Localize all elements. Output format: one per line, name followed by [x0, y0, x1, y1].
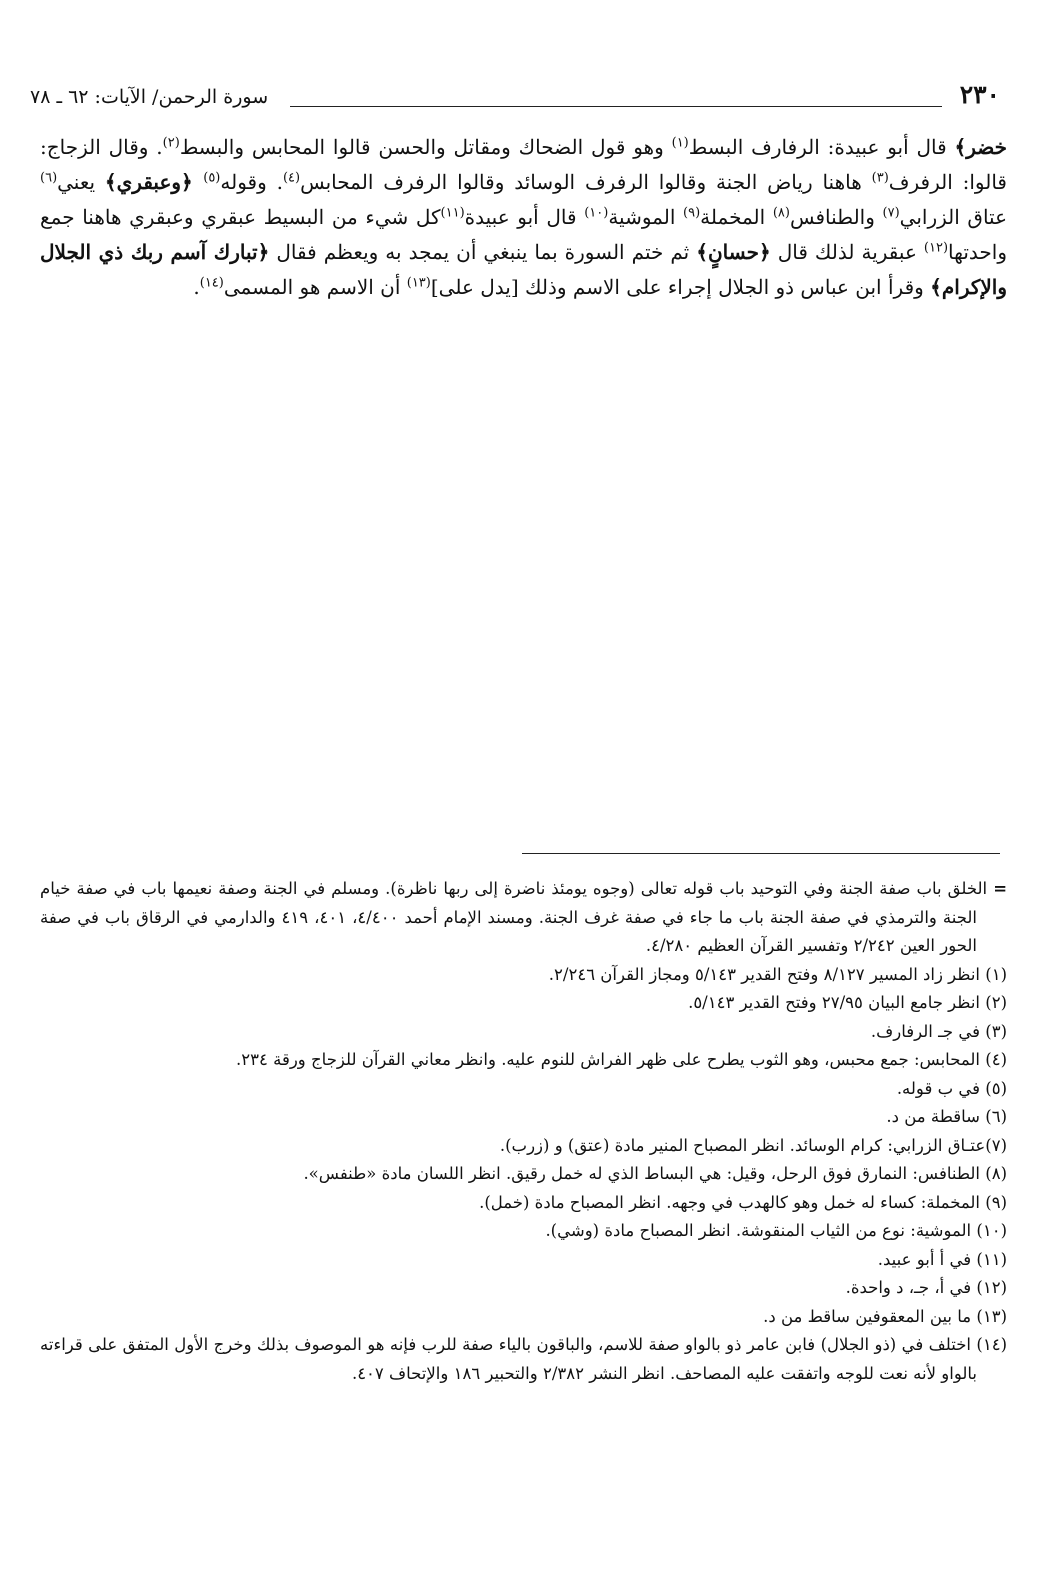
- text-run: قال أبو عبيدة: [464, 205, 585, 229]
- main-text: [40, 130, 1007, 305]
- footnote-ref: (٩): [683, 205, 701, 221]
- text-run: قال أبو عبيدة: الرفارف البسط: [688, 135, 955, 159]
- footnote-item: (١٣) ما بين المعقوفين ساقط من د.: [763, 1306, 1007, 1326]
- footnote-separator: [522, 853, 1000, 854]
- footnote-item: (١٢) في أ، جـ، د واحدة.: [845, 1278, 1007, 1297]
- footnote-ref: (١٠): [584, 205, 609, 221]
- quran-quote: خضر﴾: [954, 135, 1007, 159]
- footnote-ref: (٥): [203, 170, 221, 186]
- running-title: سورة الرحمن/ الآيات: ٦٢ ـ ٧٨: [30, 86, 269, 108]
- footnote-ref: (١٤): [199, 275, 224, 291]
- text-run: . وقال الزجاج: قالوا: الرفرف: [40, 135, 1007, 194]
- text-run: وقرأ ابن عباس ذو الجلال إجراء على الاسم وذلك [يدل على]: [430, 275, 931, 299]
- footnote-ref: (٦): [40, 170, 58, 186]
- text-run: المخملة: [700, 205, 773, 229]
- text-run: أن الاسم هو المسمى: [223, 275, 407, 299]
- quran-quote: ﴿حسانٍ﴾: [696, 240, 771, 264]
- footnote-item: (٧)عتـاق الزرابي: كرام الوسائد. انظر المصباح المنير مادة (عتق) و (زرب).: [499, 1135, 1007, 1155]
- text-run: الموشية: [608, 205, 684, 229]
- continuation-mark: =: [993, 879, 1008, 898]
- footnote-ref: (٤): [282, 170, 301, 186]
- text-run: عبقرية لذلك قال: [770, 240, 924, 264]
- text-run: يعني: [57, 170, 105, 194]
- footnote-item: (٨) الطنافس: النمارق فوق الرحل، وقيل: هي البساط الذي له خمل رقيق. انظر اللسان مادة «طنفس».: [303, 1164, 1007, 1183]
- text-run: عتاق الزرابي: [899, 205, 1008, 229]
- footnote-continuation: [40, 875, 1007, 961]
- footnote-ref: (٢): [162, 135, 180, 151]
- text-run: .: [193, 275, 200, 299]
- footnotes: [40, 875, 1007, 1388]
- text-run: . وقوله: [220, 170, 283, 194]
- footnote-continuation-text: الخلق باب صفة الجنة وفي التوحيد باب قوله تعالى (وجوه يومئذ ناضرة إلى ربها ناظرة). ومسلم في الجنة وصفة نعيمها باب في صفة خيام الجنة والترمذي في صفة الجنة باب ما جاء في صفة غرف الجنة. ومسند الإمام أحمد ٤/٤٠٠، ٤٠١، ٤١٩ والدارمي في الرقاق باب في صفة الحور العين ٢/٢٤٢ وتفسير القرآن العظيم ٤/٢٨٠.: [40, 879, 988, 955]
- text-run: وهو قول الضحاك ومقاتل والحسن قالوا المحابس والبسط: [179, 135, 672, 159]
- footnote-ref: (١٢): [923, 240, 949, 256]
- text-run: كل شيء من البسيط عبقري وعبقري هاهنا جمع واحدتها: [40, 205, 1008, 264]
- text-run: ثم ختم السورة بما ينبغي أن يمجد به ويعظم فقال: [269, 240, 697, 264]
- quran-quote: ﴿تبارك آسم ربك ذي الجلال والإكرام﴾: [40, 240, 1007, 299]
- footnote-ref: (٨): [772, 205, 790, 221]
- footnote-item: (٣) في جـ الرفارف.: [870, 1021, 1007, 1041]
- footnote-ref: (١١): [440, 205, 465, 221]
- footnote-item: (١) انظر زاد المسير ٨/١٢٧ وفتح القدير ٥/١٤٣ ومجاز القرآن ٢/٢٤٦.: [548, 964, 1007, 984]
- footnote-ref: (١٣): [406, 275, 431, 291]
- footnote-item: (١٤) اختلف في (ذو الجلال) فابن عامر ذو بالواو صفة للاسم، والباقون بالياء صفة للرب فإنه هو الموصوف بذلك وخرج الأول المتفق على قراءته بالواو لأنه نعت للوجه واتفقت عليه المصاحف. انظر النشر ٢/٣٨٢ والتحبير ١٨٦ والإتحاف ٤٠٧.: [40, 1335, 1007, 1383]
- text-run: والطنافس: [789, 205, 883, 229]
- header-rule: [290, 106, 942, 107]
- footnote-item: (٤) المحابس: جمع محبس، وهو الثوب يطرح على ظهر الفراش للنوم عليه. وانظر معاني القرآن للزجاج ورقة ٢٣٤.: [236, 1050, 1007, 1069]
- main-paragraph: [40, 130, 1007, 305]
- footnote-item: (٦) ساقطة من د.: [886, 1107, 1007, 1126]
- quran-quote: ﴿وعبقري﴾: [104, 170, 204, 194]
- footnote-item: (١٠) الموشية: نوع من الثياب المنقوشة. انظر المصباح مادة (وشي).: [545, 1221, 1007, 1240]
- text-run: هاهنا رياض الجنة وقالوا الرفرف الوسائد وقالوا الرفرف المحابس: [300, 170, 872, 194]
- page-number: ٢٣٠: [959, 80, 1000, 109]
- footnote-item: (٩) المخملة: كساء له خمل وهو كالهدب في وجهه. انظر المصباح مادة (خمل).: [479, 1192, 1007, 1212]
- footnote-ref: (١): [671, 135, 689, 151]
- footnote-item: (٢) انظر جامع البيان ٢٧/٩٥ وفتح القدير ٥/١٤٣.: [688, 993, 1007, 1012]
- footnote-ref: (٧): [882, 205, 900, 221]
- page-header: [30, 80, 1000, 114]
- footnote-ref: (٣): [871, 170, 889, 186]
- footnote-item: (١١) في أ أبو عبيد.: [877, 1249, 1007, 1269]
- footnote-item: (٥) في ب قوله.: [896, 1078, 1007, 1098]
